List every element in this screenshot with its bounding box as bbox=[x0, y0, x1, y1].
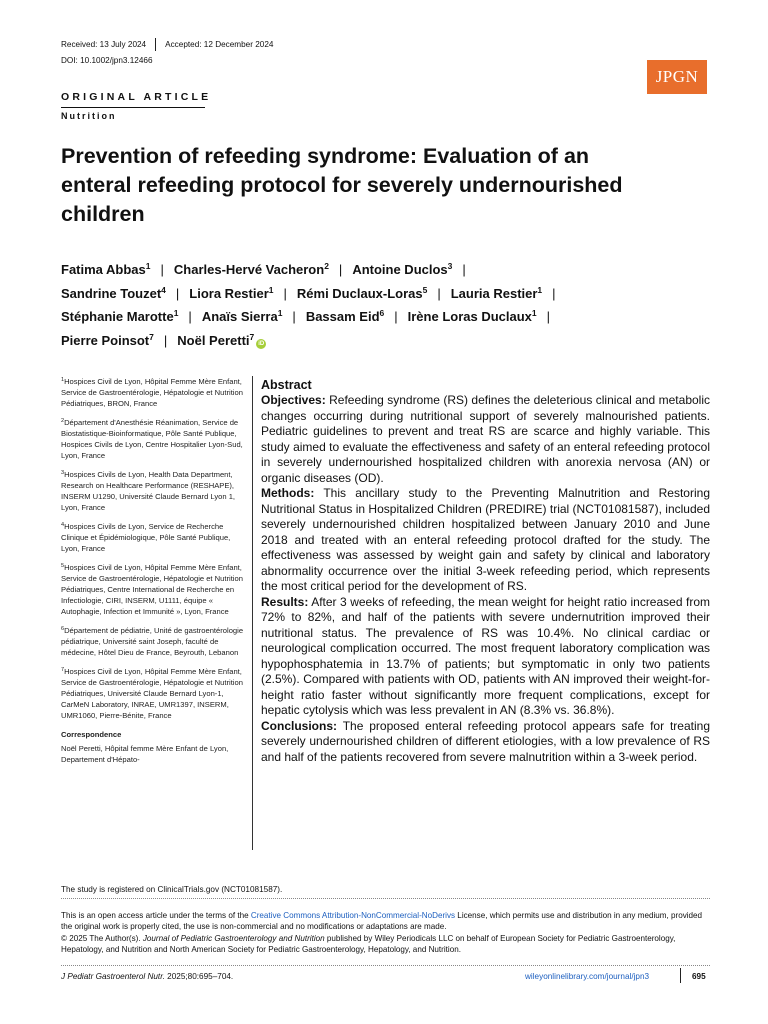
affiliation: $^3$Hospices Civils de Lyon, Health Data Department, Research on Healthcare Performance (RESHAPE), INSERM U1290, Université Claude Bernard Lyon 1, Lyon, France bbox=[61, 470, 236, 512]
affiliation: $^4$Hospices Civils de Lyon, Service de Recherche Clinique et Épidémiologique, Pôle Santé Publique, Lyon, France bbox=[61, 522, 231, 553]
author-line bbox=[61, 258, 711, 282]
journal-reference: J Pediatr Gastroenterol Nutr. 2025;80:695–704. bbox=[61, 972, 234, 981]
author[interactable]: Charles-Hervé Vacheron$^2$ bbox=[173, 261, 329, 277]
author-separator: | bbox=[160, 262, 164, 277]
author[interactable]: Noël Peretti$^7$ bbox=[177, 331, 255, 348]
page-number: 695 bbox=[692, 972, 706, 981]
affiliation: $^6$Département de pédiatrie, Unité de gastroentérologie pédiatrique, Université saint Joseph, faculté de médecine, Hôtel Dieu de France, Beyrouth, Lebanon bbox=[61, 626, 244, 657]
abstract-heading: Abstract bbox=[261, 378, 312, 392]
abstract-objectives: Objectives: Refeeding syndrome (RS) defines the deleterious clinical and metabolic changes occurring during nutritional support of severely malnourished patients. Pediatric guidelines to prevent and treat RS are scarce and highly variable. This study aimed to evaluate the effectiveness and safety of an enteral refeeding protocol in severely undernourished hospitalized children with anorexia nervosa (AN) or organic diseases (OD). bbox=[261, 393, 710, 485]
footer-divider bbox=[61, 898, 710, 899]
author[interactable]: Sandrine Touzet$^4$ bbox=[61, 284, 166, 301]
author-separator: | bbox=[546, 309, 551, 324]
author[interactable]: Bassam Eid$^6$ bbox=[305, 308, 385, 324]
author[interactable]: Pierre Poinsot$^7$ bbox=[61, 331, 154, 348]
author-line bbox=[61, 282, 711, 306]
abstract-results: Results: After 3 weeks of refeeding, the mean weight for height ratio increased from 72% to 82%, and half of the patients with severe undernutrition improved their nutritional status. The prevalence of RS was 10.4%. No clinical cardiac or neurological complication occurred. The most frequent laboratory complication was hypophosphatemia in 13.7% of patients; but symptomatic in only two patients (2.5%). Compared with patients with OD, patients with AN improved their weight-for-height ratio faster without significantly more frequent complications, except for hepatic cytolysis which was less prevalent in AN (8.3% vs. 36.8%). bbox=[261, 594, 710, 717]
author-separator: | bbox=[462, 262, 466, 277]
author-separator: | bbox=[283, 285, 287, 301]
author[interactable]: Anaïs Sierra$^1$ bbox=[201, 308, 283, 324]
author[interactable]: Lauria Restier$^1$ bbox=[450, 284, 543, 301]
author[interactable]: Stéphanie Marotte$^1$ bbox=[61, 308, 179, 324]
affiliations bbox=[61, 376, 245, 765]
correspondence-heading: Correspondence bbox=[61, 730, 122, 739]
affiliation: $^1$Hospices Civil de Lyon, Hôpital Femme Mère Enfant, Service de Gastroentérologie, Hépatologie et Nutrition Pédiatriques, BRON, France bbox=[61, 377, 243, 408]
author-separator: | bbox=[292, 309, 296, 324]
article-subject: Nutrition bbox=[61, 111, 117, 121]
column-divider bbox=[252, 376, 253, 850]
journal-url-link[interactable]: wileyonlinelibrary.com/journal/jpn3 bbox=[525, 972, 650, 981]
author-separator: | bbox=[163, 332, 168, 348]
affiliation: $^5$Hospices Civil de Lyon, Hôpital Femme Mère Enfant, Service de Gastroentérologie, Hépatologie et Nutrition Pédiatriques, Centre International de Recherche en Infectiologie, CIRI, INSERM, U1111, équipe « Autophagie, Infection et Immunité », Lyon, France bbox=[61, 563, 243, 616]
license-notice: This is an open access article under the terms of the Creative Commons Attribution-NonCommercial-NoDerivs License, which permits use and distribution in any medium, provided the original work is properly cited, the use is non-commercial and no modifications or adaptations are made. © 2025 The Author(s). Journal of Pediatric Gastroenterology and Nutrition published by Wiley Periodicals LLC on behalf of European Society for Pediatric Gastroenterology, Hepatology, and Nutrition and North American Society for Pediatric Gastroenterology, Hepatology, and Nutrition. bbox=[61, 911, 703, 954]
author[interactable]: Antoine Duclos$^3$ bbox=[352, 261, 453, 277]
article-dates bbox=[61, 38, 273, 51]
author-separator: | bbox=[338, 262, 343, 277]
author-line bbox=[61, 305, 711, 329]
author[interactable]: Irène Loras Duclaux$^1$ bbox=[407, 308, 537, 324]
article-type: ORIGINAL ARTICLE bbox=[61, 91, 212, 103]
accepted-date: Accepted: 12 December 2024 bbox=[165, 40, 274, 49]
article-title: Prevention of refeeding syndrome: Evaluation of an enteral refeeding protocol for severely undernourished children bbox=[61, 144, 623, 226]
author-separator: | bbox=[175, 285, 180, 301]
author-separator: | bbox=[394, 309, 398, 324]
orcid-icon[interactable]: iD bbox=[258, 340, 265, 347]
author-separator: | bbox=[437, 285, 441, 301]
author-line bbox=[61, 329, 711, 353]
footer-separator bbox=[680, 968, 681, 983]
license-link[interactable]: Creative Commons Attribution-NonCommercial-NoDerivs bbox=[250, 911, 456, 920]
author[interactable]: Fatima Abbas$^1$ bbox=[61, 261, 151, 277]
author-separator: | bbox=[552, 285, 556, 301]
abstract-methods: Methods: This ancillary study to the Preventing Malnutrition and Restoring Nutritional Status in Hospitalized Children (PREDIRE) trial (NCT01081587), included severely undernourished children hospitalized between January 2010 and June 2018 and treated with an enteral refeeding protocol drafted for the study. The effectiveness was assessed by weight gain and safety by clinical and laboratory abnormality occurrence over the initial 3-week refeeding period, which represents the most critical period for the development of RS. bbox=[261, 486, 710, 593]
doi[interactable]: DOI: 10.1002/jpn3.12466 bbox=[61, 56, 153, 65]
author-list bbox=[61, 258, 711, 352]
author-separator: | bbox=[188, 309, 192, 324]
affiliation: $^7$Hospices Civil de Lyon, Hôpital Femme Mère Enfant, Service de Gastroentérologie, Hépatologie et Nutrition Pédiatriques, Université Claude Bernard Lyon-1, CarMeN Laboratory, INRAE, UMR1397, INSERM, UMR1060, Pierre-Bénite, France bbox=[61, 667, 243, 720]
abstract-conclusions: Conclusions: The proposed enteral refeeding protocol appears safe for treating severely undernourished children of different etiologies, with a low prevalence of RS and half of the patients recovered from severe malnutrition within a 3-week period. bbox=[261, 718, 710, 764]
author[interactable]: Liora Restier$^1$ bbox=[189, 284, 274, 301]
abstract bbox=[261, 377, 710, 765]
affiliation: $^2$Département d'Anesthésie Réanimation, Service de Biostatistique-Bioinformatique, Pôle Santé Publique, Hospices Civils de Lyon, Centre Hospitalier Lyon-Sud, Lyon, France bbox=[61, 418, 243, 460]
article-type-rule bbox=[61, 107, 205, 108]
correspondence-text: Noël Peretti, Hôpital femme Mère Enfant de Lyon, Departement d'Hépato- bbox=[61, 744, 229, 764]
journal-logo: JPGN bbox=[647, 60, 707, 94]
author[interactable]: Rémi Duclaux-Loras$^5$ bbox=[296, 284, 428, 301]
date-separator bbox=[155, 38, 156, 51]
received-date: Received: 13 July 2024 bbox=[61, 40, 147, 49]
trial-registration: The study is registered on ClinicalTrials.gov (NCT01081587). bbox=[61, 885, 283, 894]
footer-divider bbox=[61, 965, 710, 966]
